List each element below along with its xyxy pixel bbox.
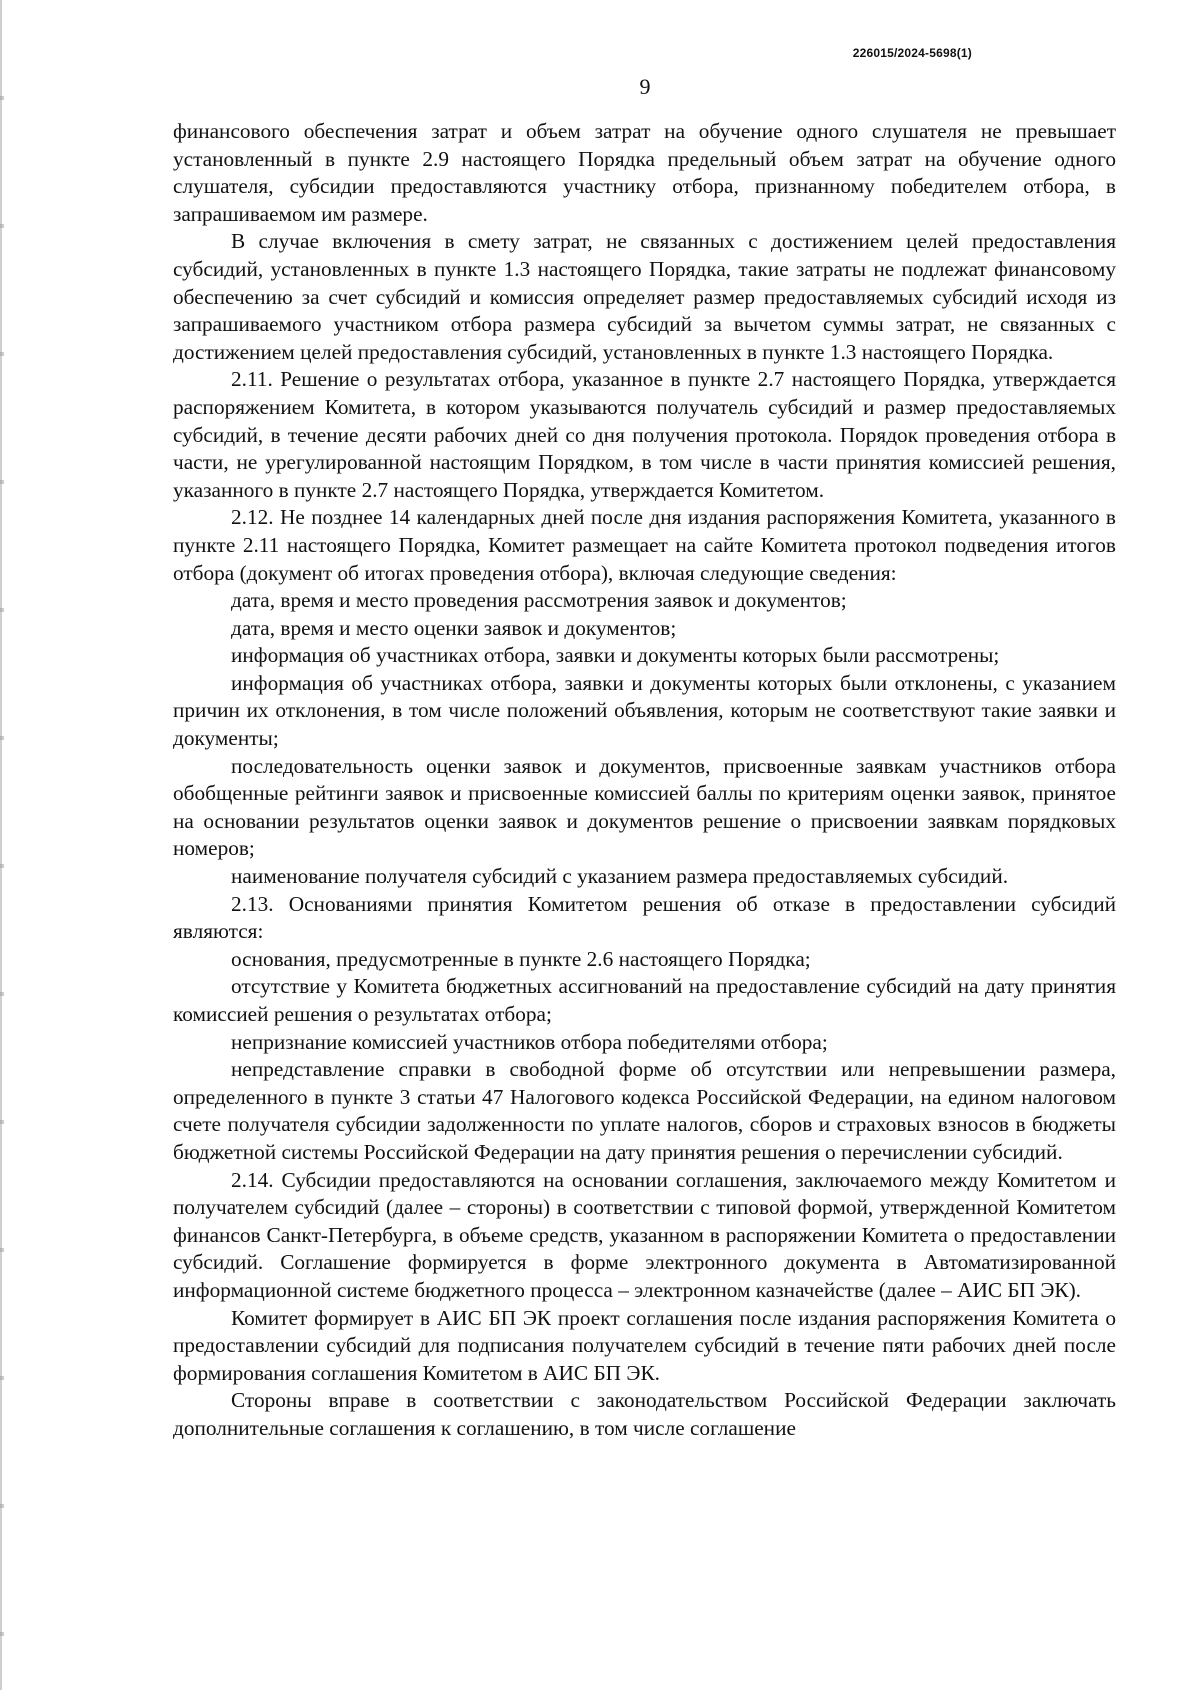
list-item: дата, время и место оценки заявок и документов; (231, 615, 677, 640)
list-item: основания, предусмотренные в пункте 2.6 настоящего Порядка; (231, 946, 811, 971)
list-item: информация об участниках отбора, заявки и документы которых были отклонены, с указанием причин их отклонения, в том числе положений объявления, которым не соответствуют такие заявки и документы; (173, 670, 1116, 751)
paragraph: 2.14. Субсидии предоставляются на основании соглашения, заключаемого между Комитетом и получателем субсидий (далее – стороны) в соответствии с типовой формой, утвержденной Комитетом финансов Санкт-Петербурга, в объеме средств, указанном в распоряжении Комитета о предоставлении субсидий. Соглашение формируется в форме электронного документа в Автоматизированной информационной системе бюджетного процесса – электронном казначействе (далее – АИС БП ЭК). (173, 1167, 1116, 1302)
scan-edge-marks (0, 0, 4, 1690)
paragraph: 2.12. Не позднее 14 календарных дней после дня издания распоряжения Комитета, указанного в пункте 2.11 настоящего Порядка, Комитет размещает на сайте Комитета протокол подведения итогов отбора (документ об итогах проведения отбора), включая следующие сведения: (173, 505, 1116, 585)
paragraph: Комитет формирует в АИС БП ЭК проект соглашения после издания распоряжения Комитета о предоставлении субсидий для подписания получателем субсидий в течение пяти рабочих дней после формирования соглашения Комитетом в АИС БП ЭК. (173, 1305, 1116, 1385)
paragraph: Стороны вправе в соответствии с законодательством Российской Федерации заключать дополнительные соглашения к соглашению, в том числе соглашение (173, 1388, 1116, 1440)
paragraph: В случае включения в смету затрат, не связанных с достижением целей предоставления субсидий, установленных в пункте 1.3 настоящего Порядка, такие затраты не подлежат финансовому обеспечению за счет субсидий и комиссия определяет размер предоставляемых субсидий исходя из запрашиваемого участником отбора размера субсидий за вычетом суммы затрат, не связанных с достижением целей предоставления субсидий, установленных в пункте 1.3 настоящего Порядка. (173, 229, 1116, 364)
list-item: непризнание комиссией участников отбора победителями отбора; (231, 1029, 828, 1054)
list-item: наименование получателя субсидий с указанием размера предоставляемых субсидий. (231, 864, 1009, 889)
list-item: информация об участниках отбора, заявки и документы которых были рассмотрены; (231, 643, 1000, 668)
page-number: 9 (639, 74, 651, 99)
list-item: непредставление справки в свободной форме об отсутствии или непревышении размера, определенного в пункте 3 статьи 47 Налогового кодекса Российской Федерации, на едином налоговом счете получателя субсидии задолженности по уплате налогов, сборов и страховых взносов в бюджеты бюджетной системы Российской Федерации на дату принятия решения о перечислении субсидий. (173, 1057, 1116, 1164)
list-item: дата, время и место проведения рассмотрения заявок и документов; (231, 588, 847, 613)
paragraph: 2.11. Решение о результатах отбора, указанное в пункте 2.7 настоящего Порядка, утверждается распоряжением Комитета, в котором указываются получатель субсидий и размер предоставляемых субсидий, в течение десяти рабочих дней со дня получения протокола. Порядок проведения отбора в части, не урегулированной настоящим Порядком, в том числе в части принятия комиссией решения, указанного в пункте 2.7 настоящего Порядка, утверждается Комитетом. (173, 367, 1116, 502)
document-body (173, 118, 1116, 1443)
list-item: отсутствие у Комитета бюджетных ассигнований на предоставление субсидий на дату принятия комиссией решения о результатах отбора; (173, 974, 1116, 1026)
paragraph: 2.13. Основаниями принятия Комитетом решения об отказе в предоставлении субсидий являются: (173, 891, 1116, 944)
list-item: последовательность оценки заявок и документов, присвоенные заявкам участников отбора обобщенные рейтинги заявок и присвоенные комиссией баллы по критериям оценки заявок, принятое на основании результатов оценки заявок и документов решение о присвоении заявкам порядковых номеров; (173, 753, 1116, 861)
document-id: 226015/2024-5698(1) (852, 46, 972, 60)
paragraph: финансового обеспечения затрат и объем затрат на обучение одного слушателя не превышает установленный в пункте 2.9 настоящего Порядка предельный объем затрат на обучение одного слушателя, субсидии предоставляются участнику отбора, признанному победителем отбора, в запрашиваемом им размере. (173, 119, 1116, 226)
